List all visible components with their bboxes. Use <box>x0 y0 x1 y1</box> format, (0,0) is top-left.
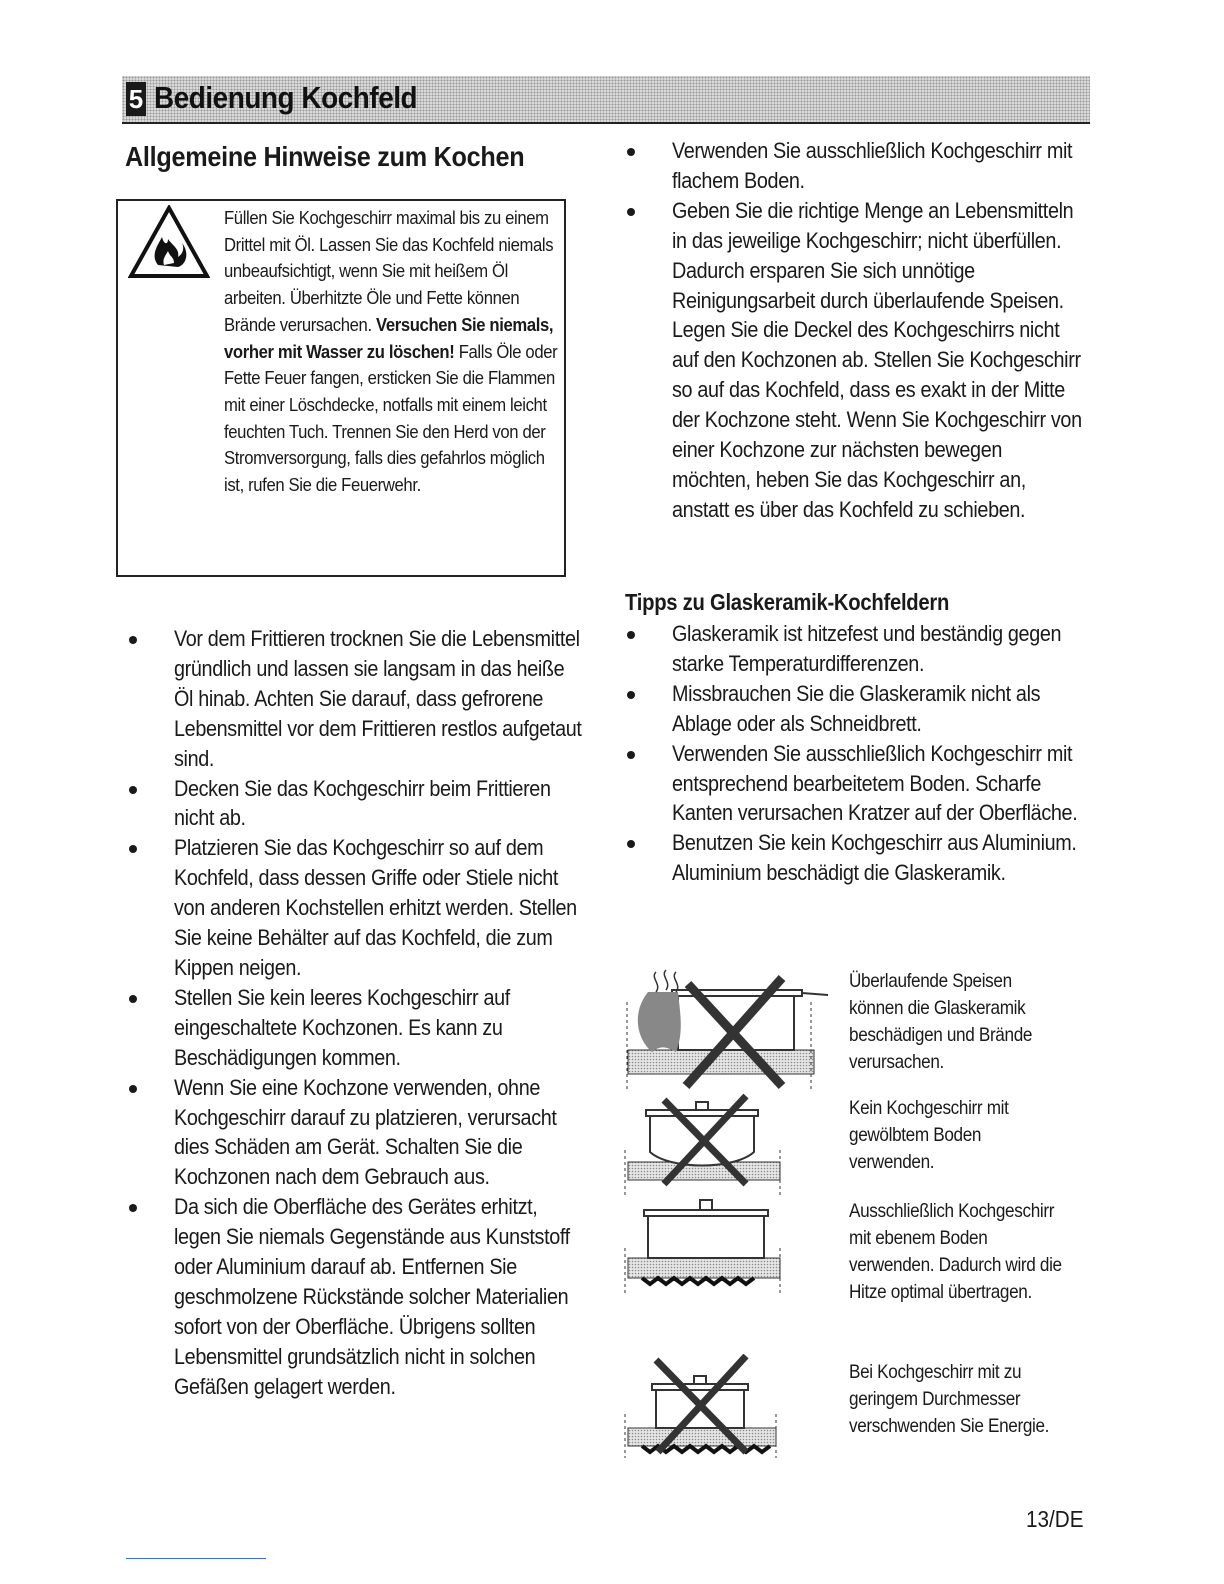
right-bullet-list <box>672 136 1142 525</box>
bullet-icon <box>129 1085 137 1093</box>
list-item-text: Verwenden Sie ausschließlich Kochgeschirr mit flachem Boden. <box>672 138 1073 193</box>
warning-text-bold: Versuchen Sie niemals, vorher mit Wasser zu löschen! <box>224 313 554 362</box>
list-item-text: Missbrauchen Sie die Glaskeramik nicht als Ablage oder als Schneidbrett. <box>672 680 1041 736</box>
list-item <box>672 739 1142 829</box>
bullet-icon <box>627 148 635 156</box>
list-item <box>672 136 1142 196</box>
chapter-title: Bedienung Kochfeld <box>154 80 418 115</box>
list-item <box>672 619 1142 679</box>
chapter-number: 5 <box>126 82 146 116</box>
list-item-text: Verwenden Sie ausschließlich Kochgeschirr mit entsprechend bearbeitetem Boden. Scharfe Kanten verursachen Kratzer auf der Oberfläche. <box>672 740 1078 826</box>
chapter-header <box>122 76 1090 124</box>
bullet-icon <box>129 995 137 1003</box>
fire-warning-box <box>116 199 566 577</box>
list-item-text: Benutzen Sie kein Kochgeschirr aus Aluminium. Aluminium beschädigt die Glaskeramik. <box>672 830 1077 886</box>
bullet-icon <box>627 631 635 639</box>
list-item <box>672 196 1142 525</box>
flat-bottom-pot-icon <box>622 1194 792 1298</box>
section-title: Allgemeine Hinweise zum Kochen <box>125 141 525 172</box>
list-item-text: Wenn Sie eine Kochzone verwenden, ohne Kochgeschirr darauf zu platzieren, verursacht dies Schäden am Gerät. Schalten Sie die Kochzonen nach dem Gebrauch aus. <box>174 1074 557 1190</box>
list-item <box>174 983 644 1073</box>
list-item-text: Geben Sie die richtige Menge an Lebensmitteln in das jeweilige Kochgeschirr; nicht überfüllen. Dadurch ersparen Sie sich unnötige Reinigungsarbeit durch überlaufende Speisen. Legen Sie die Deckel des Kochgeschirrs nicht auf den Kochzonen ab. Stellen Sie Kochgeschirr so auf das Kochfeld, dass es exakt in der Mitte der Kochzone steht. Wenn Sie Kochgeschirr von einer Kochzone zur nächsten bewegen möchten, heben Sie das Kochgeschirr an, anstatt es über das Kochfeld zu schieben. <box>672 197 1082 522</box>
list-item-text: Stellen Sie kein leeres Kochgeschirr auf eingeschaltete Kochzonen. Es kann zu Beschädigungen kommen. <box>174 984 510 1070</box>
bullet-icon <box>627 208 635 216</box>
list-item <box>174 624 644 774</box>
figure-caption: Ausschließlich Kochgeschirr mit ebenem Boden verwenden. Dadurch wird die Hitze optimal übertragen. <box>849 1200 1062 1303</box>
figure-caption: Bei Kochgeschirr mit zu geringem Durchmesser verschwenden Sie Energie. <box>849 1361 1050 1437</box>
footer-divider <box>126 1558 266 1559</box>
fire-warning-text <box>224 205 558 499</box>
left-bullet-list <box>174 624 644 1402</box>
list-item <box>672 679 1142 739</box>
subsection-title: Tipps zu Glaskeramik-Kochfeldern <box>625 589 950 615</box>
warning-text-outro: Falls Öle oder Fette Feuer fangen, ersticken Sie die Flammen mit einer Löschdecke, notfalls mit einem leicht feuchten Tuch. Trennen Sie den Herd von der Stromversorgung, falls dies gefahrlos möglich ist, rufen Sie die Feuerwehr. <box>224 340 558 496</box>
figure-caption: Überlaufende Speisen können die Glaskeramik beschädigen und Brände verursachen. <box>849 970 1033 1073</box>
bullet-icon <box>129 1204 137 1212</box>
list-item <box>174 1192 644 1401</box>
list-item-text: Da sich die Oberfläche des Gerätes erhitzt, legen Sie niemals Gegenstände aus Kunststoff oder Aluminium darauf ab. Entfernen Sie geschmolzene Rückstände solcher Materialien sofort von der Oberfläche. Übrigens sollten Lebensmittel grundsätzlich nicht in solchen Gefäßen gelagert werden. <box>174 1194 570 1399</box>
glass-ceramic-bullet-list <box>672 619 1142 888</box>
overflowing-pot-crossed-icon <box>622 962 832 1092</box>
bullet-icon <box>627 691 635 699</box>
fire-warning-icon <box>128 205 210 279</box>
page-number: 13/DE <box>1026 1506 1084 1532</box>
bullet-icon <box>627 751 635 759</box>
bullet-icon <box>129 845 137 853</box>
list-item-text: Platzieren Sie das Kochgeschirr so auf dem Kochfeld, dass dessen Griffe oder Stiele nicht von anderen Kochstellen erhitzt werden. Stellen Sie keine Behälter auf das Kochfeld, die zum Kippen neigen. <box>174 835 577 980</box>
list-item-text: Decken Sie das Kochgeschirr beim Frittieren nicht ab. <box>174 775 551 831</box>
list-item-text: Vor dem Frittieren trocknen Sie die Lebensmittel gründlich und lassen sie langsam in das heiße Öl hinab. Achten Sie darauf, dass gefrorene Lebensmittel vor dem Frittieren restlos aufgetaut sind. <box>174 626 582 771</box>
warning-text-intro: Füllen Sie Kochgeschirr maximal bis zu einem Drittel mit Öl. Lassen Sie das Kochfeld niemals unbeaufsichtigt, wenn Sie mit heißem Öl arbeiten. Überhitzte Öle und Fette können Brände verursachen. <box>224 207 554 335</box>
list-item <box>174 774 644 834</box>
list-item <box>672 828 1142 888</box>
small-pot-crossed-icon <box>622 1354 792 1460</box>
bullet-icon <box>129 786 137 794</box>
bullet-icon <box>129 636 137 644</box>
figure-caption: Kein Kochgeschirr mit gewölbtem Boden verwenden. <box>849 1097 1009 1173</box>
list-item <box>174 833 644 983</box>
curved-bottom-pot-crossed-icon <box>622 1092 792 1198</box>
list-item <box>174 1073 644 1193</box>
list-item-text: Glaskeramik ist hitzefest und beständig gegen starke Temperaturdifferenzen. <box>672 621 1062 676</box>
